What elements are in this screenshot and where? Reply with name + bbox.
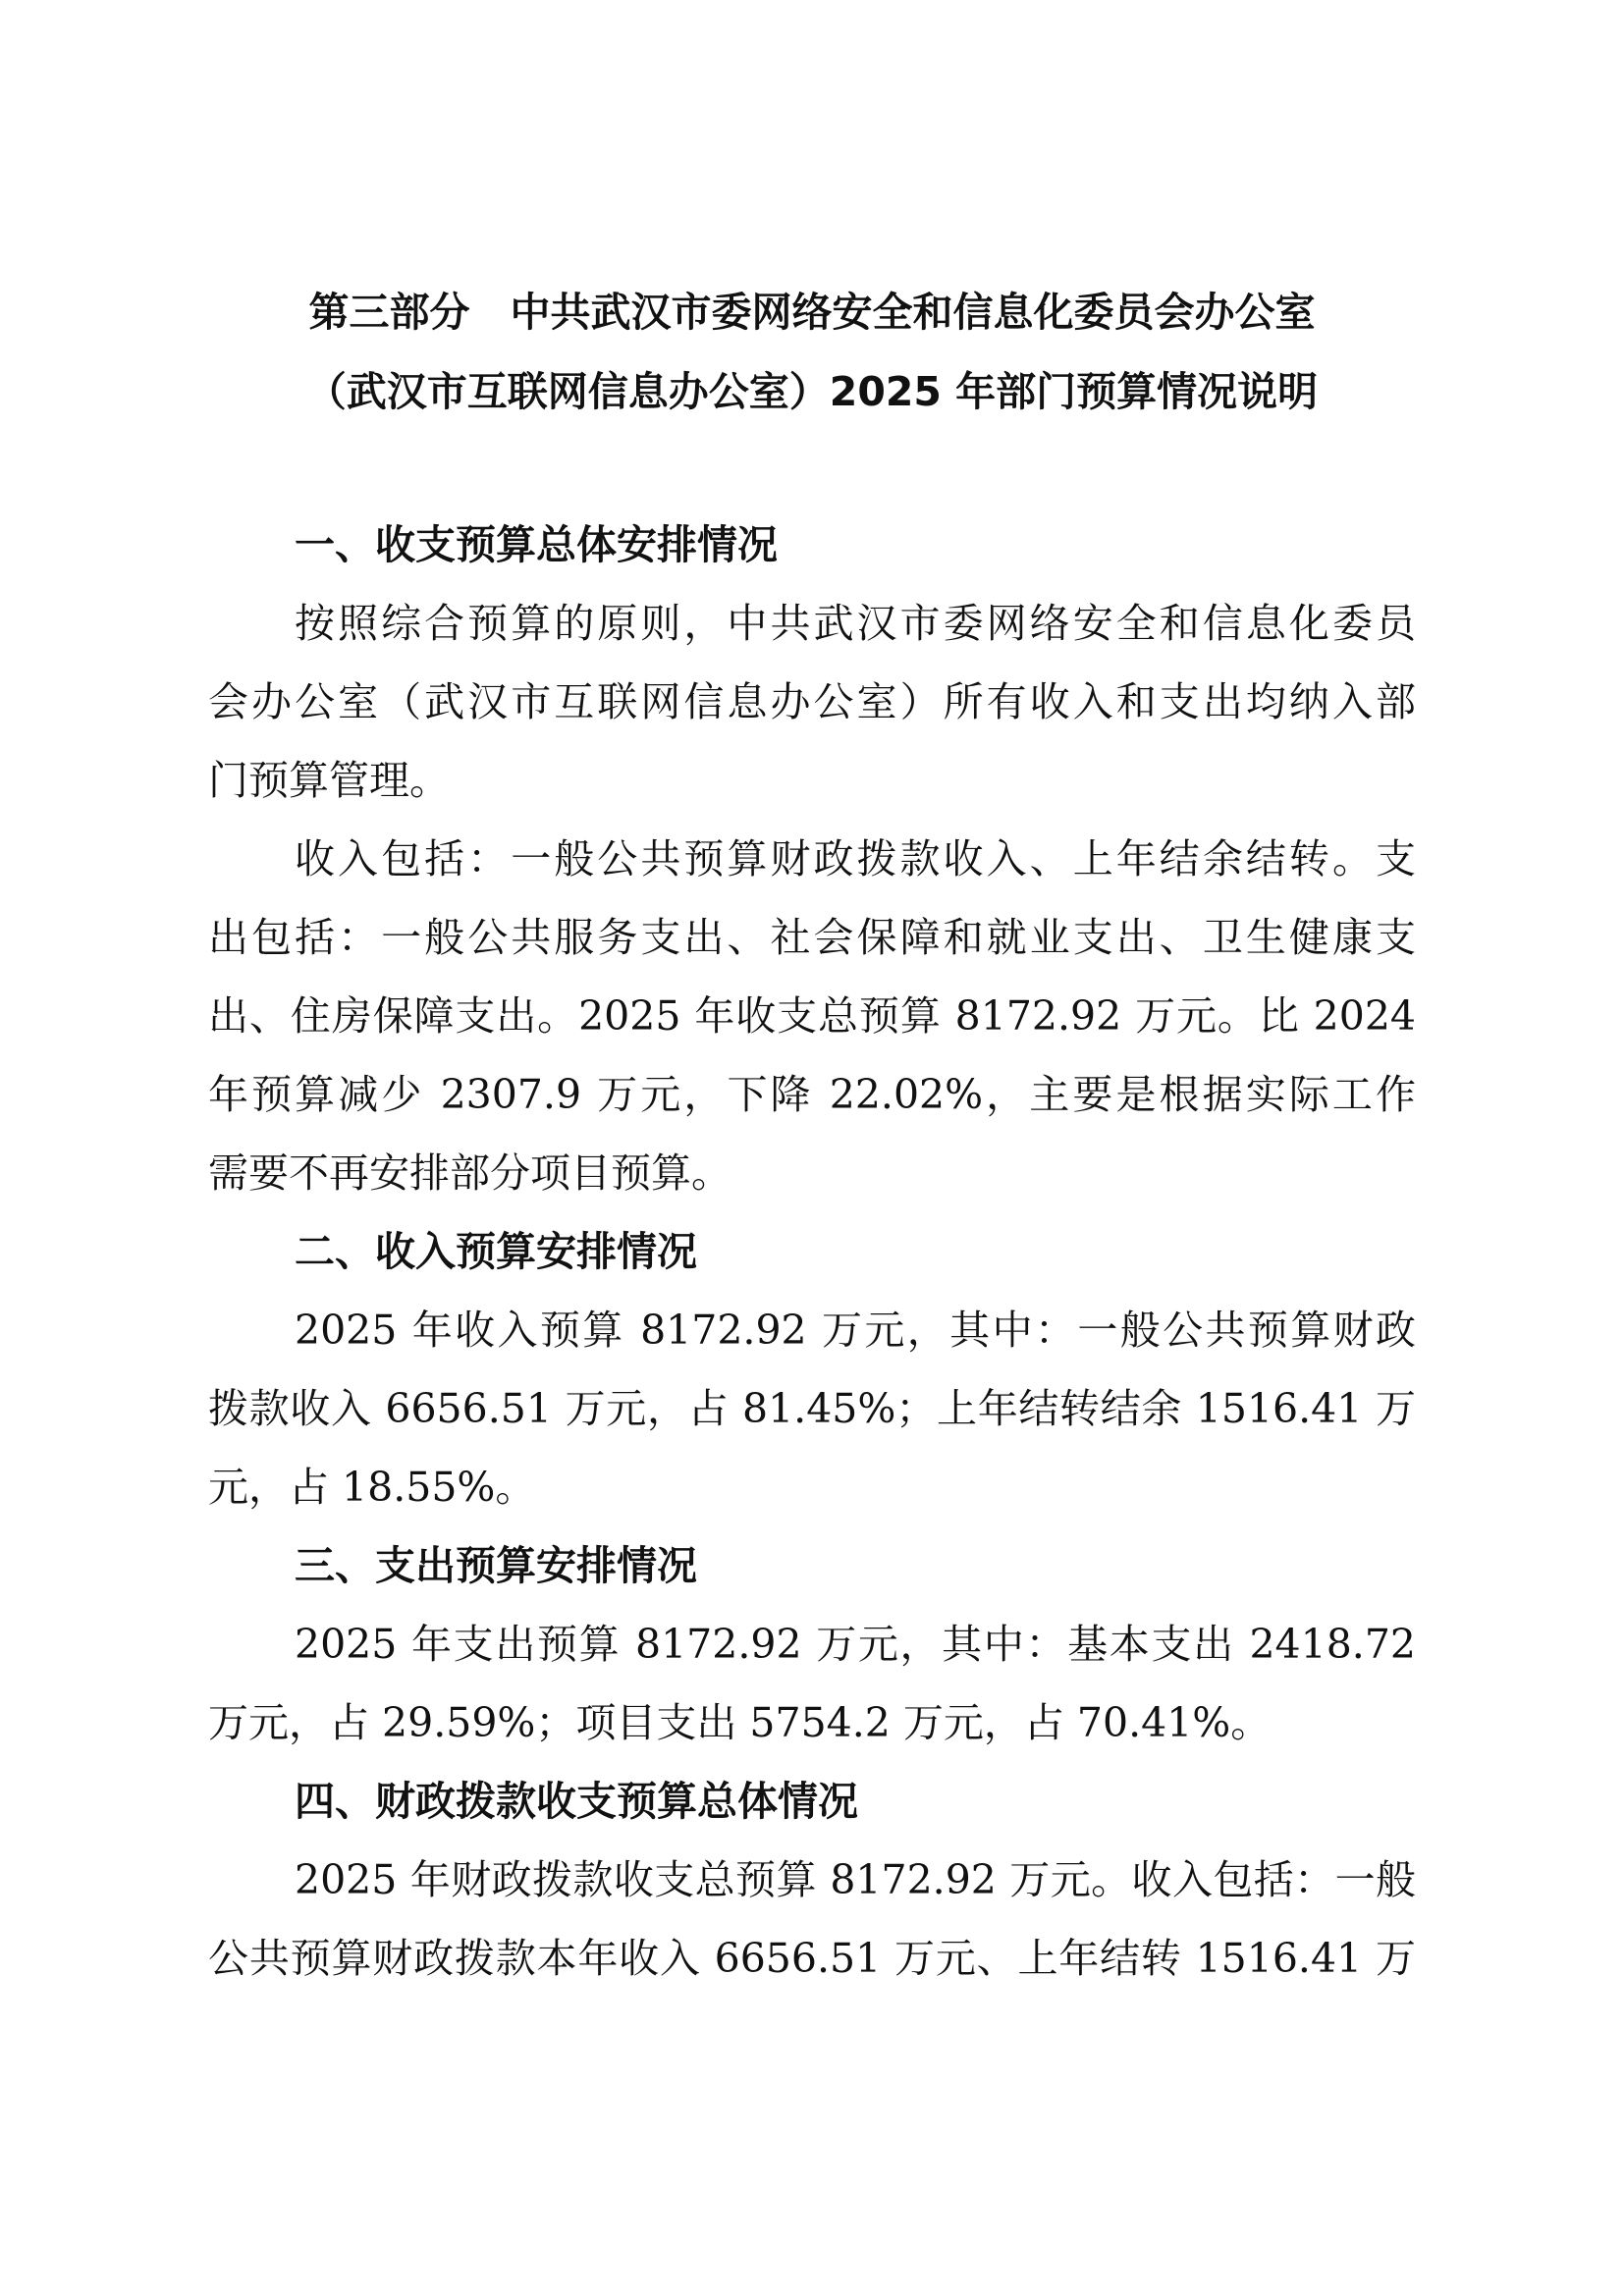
- section-3-p1-line-1: 2025 年支出预算 8172.92 万元，其中：基本支出 2418.72: [295, 1621, 1416, 1668]
- section-1-p2-line-1: 收入包括：一般公共预算财政拨款收入、上年结余结转。支: [295, 835, 1416, 882]
- section-1-p2-line-3: 出、住房保障支出。2025 年收支总预算 8172.92 万元。比 2024: [208, 992, 1416, 1040]
- section-1-heading: 一、收支预算总体安排情况: [295, 521, 778, 568]
- section-2-p1-line-1: 2025 年收入预算 8172.92 万元，其中：一般公共预算财政: [295, 1307, 1416, 1354]
- section-1-p1-line-2: 会办公室（武汉市互联网信息办公室）所有收入和支出均纳入部: [208, 678, 1416, 725]
- section-2-p1-line-2: 拨款收入 6656.51 万元，占 81.45%；上年结转结余 1516.41 万: [208, 1385, 1416, 1432]
- section-1-p2-line-2: 出包括：一般公共服务支出、社会保障和就业支出、卫生健康支: [208, 914, 1416, 961]
- section-4-p1-line-1: 2025 年财政拨款收支总预算 8172.92 万元。收入包括：一般: [295, 1856, 1416, 1903]
- section-1-p1-line-1: 按照综合预算的原则，中共武汉市委网络安全和信息化委员: [295, 600, 1416, 647]
- section-1-p1-line-3: 门预算管理。: [208, 757, 450, 804]
- section-4-heading: 四、财政拨款收支预算总体情况: [295, 1778, 858, 1825]
- section-3-p1-line-2: 万元，占 29.59%；项目支出 5754.2 万元，占 70.41%。: [208, 1699, 1272, 1746]
- section-4-p1-line-2: 公共预算财政拨款本年收入 6656.51 万元、上年结转 1516.41 万: [208, 1935, 1416, 1982]
- section-2-heading: 二、收入预算安排情况: [295, 1228, 697, 1275]
- document-title-line-1: 第三部分 中共武汉市委网络安全和信息化委员会办公室: [308, 289, 1316, 336]
- section-1-p2-line-5: 需要不再安排部分项目预算。: [208, 1149, 731, 1197]
- section-1-p2-line-4: 年预算减少 2307.9 万元，下降 22.02%，主要是根据实际工作: [208, 1071, 1416, 1118]
- section-2-p1-line-3: 元，占 18.55%。: [208, 1464, 536, 1511]
- document-title-line-2: （武汉市互联网信息办公室）2025 年部门预算情况说明: [305, 368, 1319, 415]
- section-3-heading: 三、支出预算安排情况: [295, 1542, 697, 1589]
